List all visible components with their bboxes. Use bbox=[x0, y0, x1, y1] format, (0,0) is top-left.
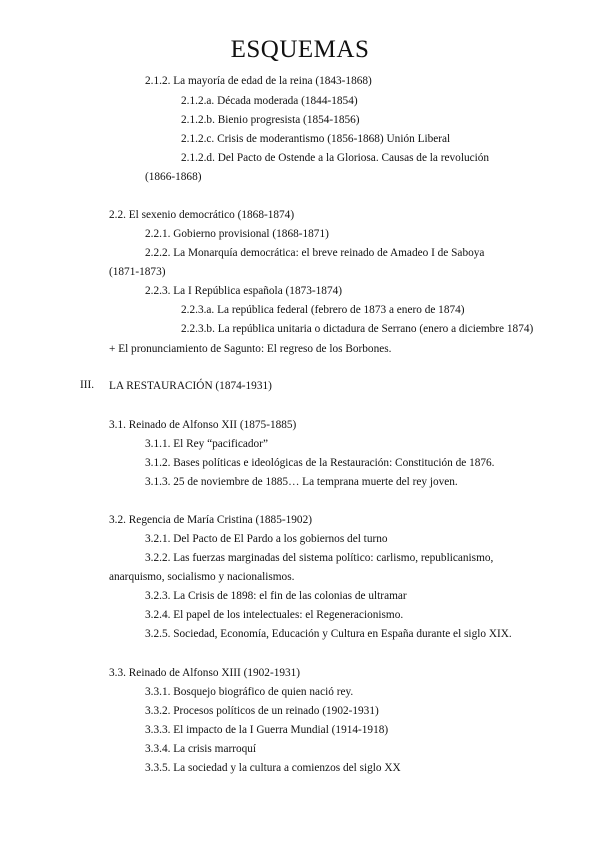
outline-line: 2.2.2. La Monarquía democrática: el breve reinado de Amadeo I de Saboya bbox=[145, 247, 485, 259]
outline-line: 3.3.2. Procesos políticos de un reinado (1902-1931) bbox=[145, 705, 379, 717]
outline-line: 3.2.4. El papel de los intelectuales: el Regeneracionismo. bbox=[145, 609, 404, 621]
outline-line: (1871-1873) bbox=[109, 266, 166, 278]
outline-line: 2.1.2. La mayoría de edad de la reina (1843-1868) bbox=[145, 75, 372, 87]
outline-line: 3.1.2. Bases políticas e ideológicas de la Restauración: Constitución de 1876. bbox=[145, 457, 495, 469]
outline-line: anarquismo, socialismo y nacionalismos. bbox=[109, 571, 295, 583]
outline-line: 2.1.2.a. Década moderada (1844-1854) bbox=[181, 95, 358, 107]
outline-line: 3.1.3. 25 de noviembre de 1885… La temprana muerte del rey joven. bbox=[145, 476, 458, 488]
outline-line: 3.3.3. El impacto de la I Guerra Mundial (1914-1918) bbox=[145, 724, 389, 736]
page-title: ESQUEMAS bbox=[230, 36, 370, 63]
outline-line: 3.2.1. Del Pacto de El Pardo a los gobiernos del turno bbox=[145, 533, 388, 545]
section-heading: LA RESTAURACIÓN (1874-1931) bbox=[109, 380, 272, 392]
outline-line: 2.2.3.b. La república unitaria o dictadura de Serrano (enero a diciembre 1874) bbox=[181, 323, 534, 335]
outline-line: 3.3. Reinado de Alfonso XIII (1902-1931) bbox=[109, 667, 301, 679]
outline-line: 3.2.2. Las fuerzas marginadas del sistema político: carlismo, republicanismo, bbox=[145, 552, 494, 564]
outline-line: + El pronunciamiento de Sagunto: El regreso de los Borbones. bbox=[109, 343, 392, 355]
outline-line: 3.2.3. La Crisis de 1898: el fin de las colonias de ultramar bbox=[145, 590, 407, 602]
outline-line: 3.3.4. La crisis marroquí bbox=[145, 743, 257, 755]
outline-line: 3.2.5. Sociedad, Economía, Educación y Cultura en España durante el siglo XIX. bbox=[145, 628, 512, 640]
outline-line: (1866-1868) bbox=[145, 171, 202, 183]
outline-line: 2.2.1. Gobierno provisional (1868-1871) bbox=[145, 228, 329, 240]
outline-line: 2.2.3.a. La república federal (febrero de 1873 a enero de 1874) bbox=[181, 304, 465, 316]
outline-line: 3.3.5. La sociedad y la cultura a comienzos del siglo XX bbox=[145, 762, 401, 774]
outline-line: 3.1. Reinado de Alfonso XII (1875-1885) bbox=[109, 419, 297, 431]
outline-line: 3.2. Regencia de María Cristina (1885-1902) bbox=[109, 514, 312, 526]
outline-line: 3.3.1. Bosquejo biográfico de quien nació rey. bbox=[145, 686, 354, 698]
outline-line: 2.2.3. La I República española (1873-1874) bbox=[145, 285, 343, 297]
outline-line: 2.1.2.c. Crisis de moderantismo (1856-1868) Unión Liberal bbox=[181, 133, 451, 145]
outline-line: 2.1.2.b. Bienio progresista (1854-1856) bbox=[181, 114, 360, 126]
outline-line: 2.1.2.d. Del Pacto de Ostende a la Gloriosa. Causas de la revolución bbox=[181, 152, 490, 164]
section-number: III. bbox=[80, 379, 95, 391]
outline-line: 3.1.1. El Rey “pacificador” bbox=[145, 438, 268, 450]
outline-line: 2.2. El sexenio democrático (1868-1874) bbox=[109, 209, 295, 221]
